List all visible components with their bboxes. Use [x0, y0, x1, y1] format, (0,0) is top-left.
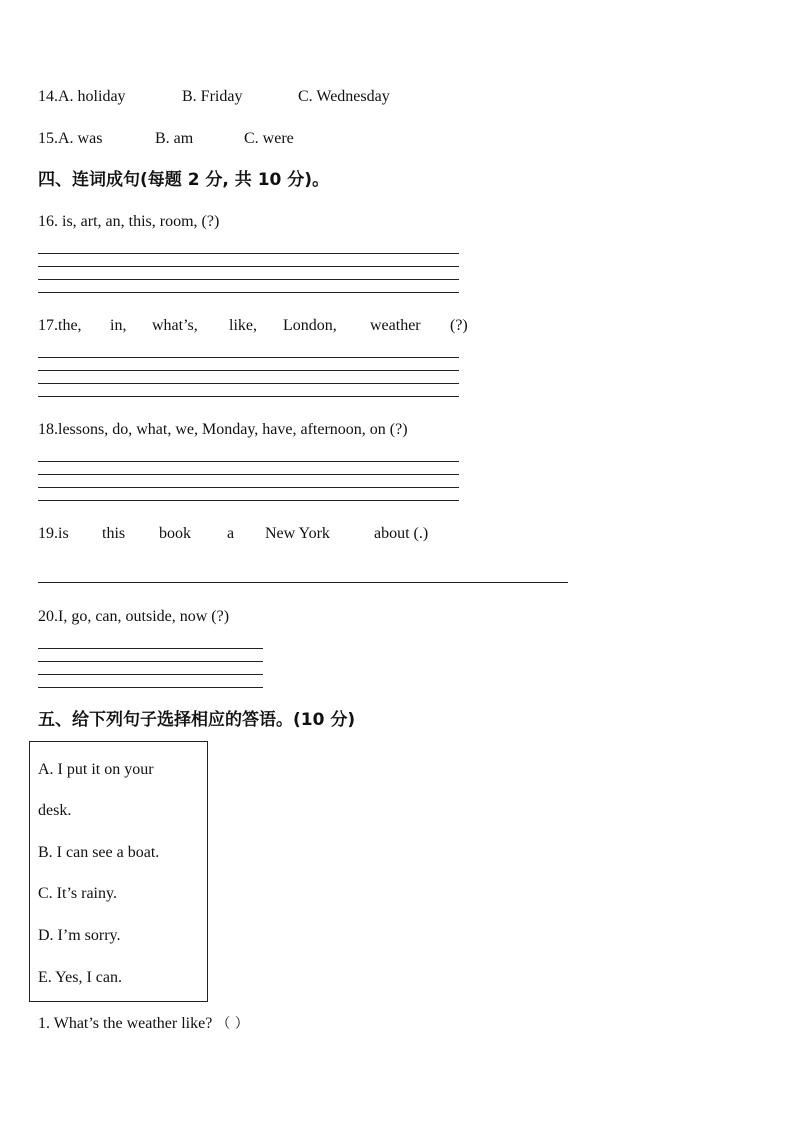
question-15-option-a: A. was — [58, 130, 103, 147]
question-15-number: 15. — [38, 130, 58, 147]
question-14-option-b: B. Friday — [182, 88, 243, 105]
answer-line — [38, 487, 459, 488]
question-17-word: like, — [229, 317, 257, 334]
question-15 — [38, 129, 294, 149]
answer-option-b: B. I can see a boat. — [38, 844, 160, 861]
question-19-word: book — [159, 525, 191, 542]
question-17-word: 17.the, — [38, 317, 82, 334]
answer-line — [38, 674, 263, 675]
question-17-word: weather — [370, 317, 421, 334]
answer-line — [38, 266, 459, 267]
question-17-word: in, — [110, 317, 127, 334]
question-18: 18.lessons, do, what, we, Monday, have, afternoon, on (?) — [38, 421, 408, 438]
section-4-heading: 四、连词成句(每题 2 分, 共 10 分)。 — [38, 170, 330, 190]
question-17 — [38, 316, 478, 336]
question-17-word: London, — [283, 317, 337, 334]
question-15-option-c: C. were — [244, 130, 294, 147]
question-14-option-c: C. Wednesday — [298, 88, 390, 105]
answer-line — [38, 370, 459, 371]
answer-option-e: E. Yes, I can. — [38, 969, 122, 986]
answer-line — [38, 396, 459, 397]
answer-option-c: C. It’s rainy. — [38, 885, 117, 902]
question-19-word: this — [102, 525, 126, 542]
question-20: 20.I, go, can, outside, now (?) — [38, 608, 230, 625]
question-14 — [38, 87, 390, 107]
question-19 — [38, 524, 458, 544]
question-19-word: a — [227, 525, 235, 542]
answer-line — [38, 383, 459, 384]
answer-line — [38, 661, 263, 662]
answer-options-box — [29, 741, 208, 1002]
answer-option-a-continued: desk. — [38, 802, 72, 819]
answer-blank[interactable]: （ ） — [216, 1016, 249, 1032]
question-16: 16. is, art, an, this, room, (?) — [38, 213, 220, 230]
question-17-word: what’s, — [152, 317, 198, 334]
answer-line — [38, 582, 568, 583]
answer-line — [38, 292, 459, 293]
answer-line — [38, 687, 263, 688]
matching-item-1 — [38, 1014, 249, 1034]
question-14-option-a: A. holiday — [58, 88, 126, 105]
answer-line — [38, 279, 459, 280]
answer-line — [38, 253, 459, 254]
question-17-word: (?) — [450, 317, 468, 334]
question-19-word: about (.) — [374, 525, 429, 542]
answer-option-a: A. I put it on your — [38, 761, 154, 778]
answer-line — [38, 474, 459, 475]
answer-line — [38, 500, 459, 501]
section-5-heading: 五、给下列句子选择相应的答语。(10 分) — [38, 710, 356, 730]
answer-line — [38, 648, 263, 649]
answer-line — [38, 461, 459, 462]
question-15-option-b: B. am — [155, 130, 194, 147]
matching-item-1-text: 1. What’s the weather like? — [38, 1015, 213, 1032]
answer-line — [38, 357, 459, 358]
question-19-word: 19.is — [38, 525, 69, 542]
question-19-word: New York — [265, 525, 330, 542]
question-14-number: 14. — [38, 88, 58, 105]
answer-option-d: D. I’m sorry. — [38, 927, 121, 944]
